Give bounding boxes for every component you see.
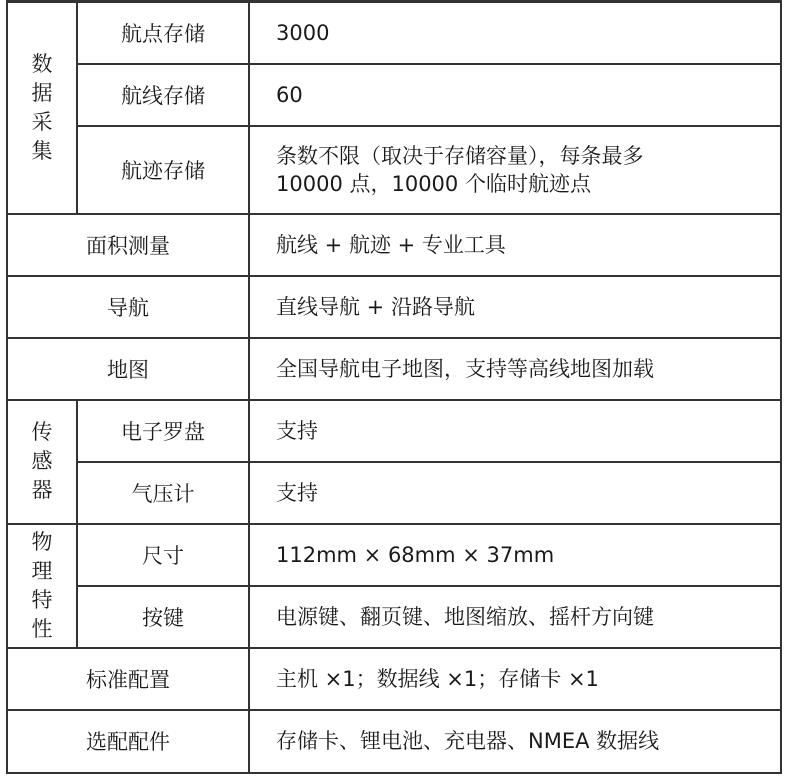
table-row bbox=[7, 710, 781, 773]
row-value: 60 bbox=[249, 64, 781, 126]
row-label: 选配配件 bbox=[7, 710, 249, 773]
table-row bbox=[7, 276, 781, 338]
row-label: 导航 bbox=[7, 276, 249, 338]
row-value-line: 条数不限（取决于存储容量），每条最多 bbox=[276, 143, 644, 168]
table-row bbox=[7, 214, 781, 276]
table-row bbox=[7, 126, 781, 214]
row-label: 航迹存储 bbox=[77, 126, 249, 214]
row-value: 支持 bbox=[249, 462, 781, 524]
group-cell-sensors bbox=[7, 400, 77, 524]
table-row bbox=[7, 338, 781, 400]
row-value bbox=[249, 126, 781, 214]
table-row bbox=[7, 2, 781, 64]
row-label: 面积测量 bbox=[7, 214, 249, 276]
row-label: 按键 bbox=[77, 586, 249, 648]
group-cell-physical bbox=[7, 524, 77, 648]
row-value: 全国导航电子地图，支持等高线地图加载 bbox=[249, 338, 781, 400]
row-label: 航点存储 bbox=[77, 2, 249, 64]
row-label: 尺寸 bbox=[77, 524, 249, 586]
row-value: 电源键、翻页键、地图缩放、摇杆方向键 bbox=[249, 586, 781, 648]
table-row bbox=[7, 586, 781, 648]
table-row bbox=[7, 524, 781, 586]
row-value: 主机 ×1；数据线 ×1；存储卡 ×1 bbox=[249, 648, 781, 710]
row-label: 电子罗盘 bbox=[77, 400, 249, 462]
row-value-line: 10000 点，10000 个临时航迹点 bbox=[276, 171, 591, 196]
row-value: 直线导航 + 沿路导航 bbox=[249, 276, 781, 338]
table-row bbox=[7, 64, 781, 126]
row-label: 气压计 bbox=[77, 462, 249, 524]
table-row bbox=[7, 400, 781, 462]
row-value: 112mm × 68mm × 37mm bbox=[249, 524, 781, 586]
group-label-data-collection: 数据采集 bbox=[31, 51, 53, 163]
row-value: 3000 bbox=[249, 2, 781, 64]
row-value: 存储卡、锂电池、充电器、NMEA 数据线 bbox=[249, 710, 781, 773]
table-row bbox=[7, 462, 781, 524]
row-value: 支持 bbox=[249, 400, 781, 462]
spec-table bbox=[6, 0, 782, 774]
group-label-physical: 物理特性 bbox=[31, 529, 53, 641]
row-value: 航线 + 航迹 + 专业工具 bbox=[249, 214, 781, 276]
group-label-sensors: 传感器 bbox=[31, 420, 53, 502]
row-label: 航线存储 bbox=[77, 64, 249, 126]
row-label: 标准配置 bbox=[7, 648, 249, 710]
group-cell-data-collection bbox=[7, 2, 77, 214]
row-label: 地图 bbox=[7, 338, 249, 400]
table-row bbox=[7, 648, 781, 710]
